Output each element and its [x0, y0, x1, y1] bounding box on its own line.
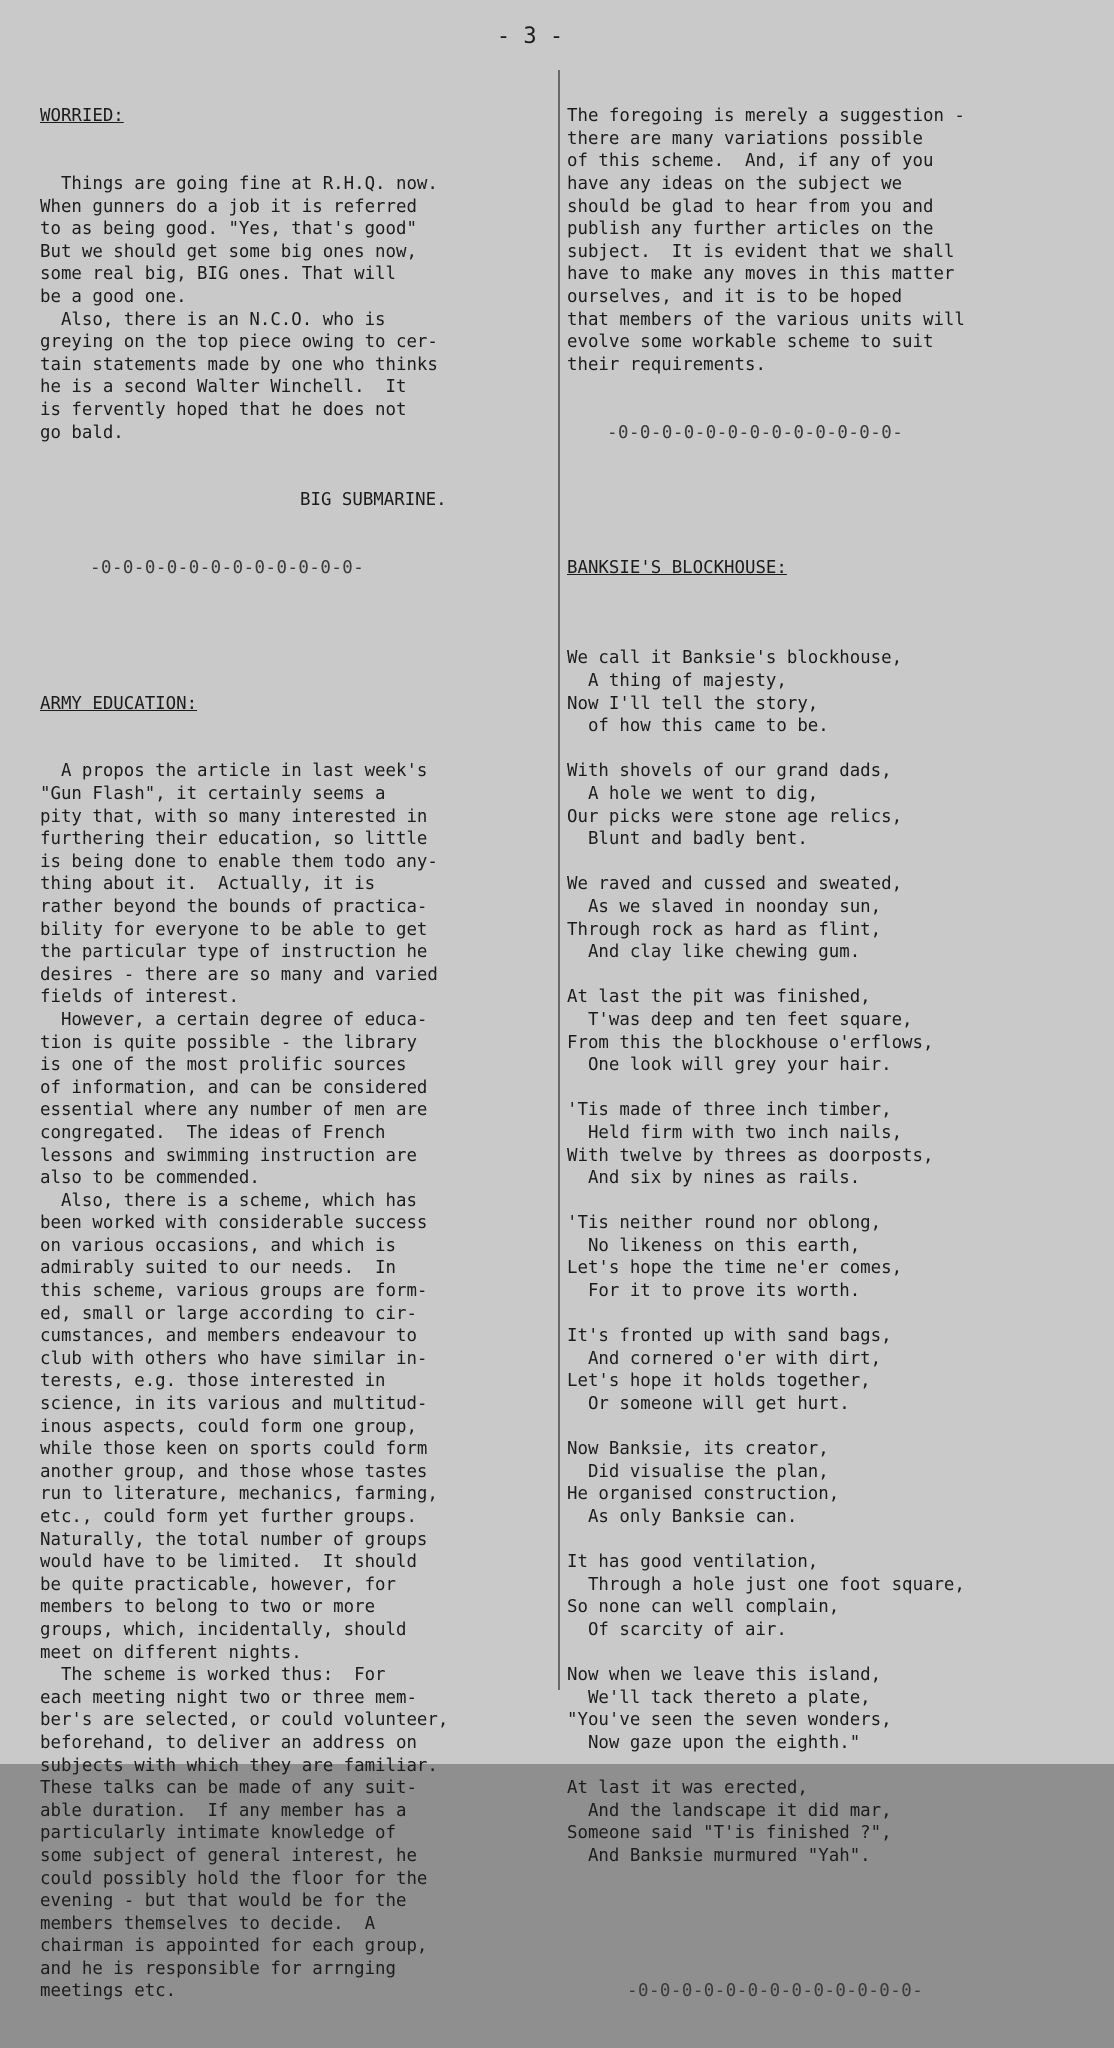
poem-line: "You've seen the seven wonders, — [567, 1710, 892, 1731]
poem-stanza — [567, 1212, 1087, 1302]
army-education-line: terests, e.g. those interested in — [40, 1371, 386, 1392]
army-education-line: subjects with which they are familiar. — [40, 1755, 438, 1776]
poem-line: Let's hope the time ne'er comes, — [567, 1258, 903, 1279]
poem-line: One look will grey your hair. — [567, 1055, 892, 1076]
continued-line: should be glad to hear from you and — [567, 196, 934, 217]
worried-line: When gunners do a job it is referred — [40, 196, 417, 217]
poem-line: And Banksie murmured "Yah". — [567, 1845, 871, 1866]
poem-line: Through rock as hard as flint, — [567, 919, 882, 940]
army-education-line: be quite practicable, however, for — [40, 1574, 396, 1595]
army-education-line: lessons and swimming instruction are — [40, 1145, 417, 1166]
army-education-heading: ARMY EDUCATION: — [40, 693, 198, 714]
poem-stanza — [567, 647, 1087, 737]
worried-line: go bald. — [40, 422, 124, 443]
poem-stanza — [567, 1438, 1087, 1528]
worried-line: he is a second Walter Winchell. It — [40, 377, 407, 398]
poem-heading: BANKSIE'S BLOCKHOUSE: — [567, 558, 787, 579]
army-education-line: admirably suited to our needs. In — [40, 1258, 396, 1279]
army-education-line: of information, and can be considered — [40, 1077, 428, 1098]
continued-line: subject. It is evident that we shall — [567, 241, 955, 262]
poem-line: At last it was erected, — [567, 1778, 808, 1799]
worried-line: But we should get some big ones now, — [40, 241, 417, 262]
continued-line: there are many variations possible — [567, 128, 923, 149]
poem-line: 'Tis neither round nor oblong, — [567, 1213, 882, 1234]
continued-line: their requirements. — [567, 354, 766, 375]
army-education-line: cumstances, and members endeavour to — [40, 1326, 417, 1347]
army-education-line: tion is quite possible - the library — [40, 1032, 417, 1053]
poem-line: T'was deep and ten feet square, — [567, 1009, 913, 1030]
poem-line: of how this came to be. — [567, 716, 829, 737]
poem-line: Now I'll tell the story, — [567, 693, 819, 714]
army-education-line: furthering their education, so little — [40, 829, 428, 850]
worried-line: to as being good. "Yes, that's good" — [40, 219, 417, 240]
army-education-line: beforehand, to deliver an address on — [40, 1732, 417, 1753]
army-education-line: and he is responsible for arrnging — [40, 1958, 396, 1979]
worried-separator: -0-0-0-0-0-0-0-0-0-0-0-0- — [90, 558, 365, 579]
poem-line: It's fronted up with sand bags, — [567, 1326, 892, 1347]
poem-line: For it to prove its worth. — [567, 1281, 861, 1302]
worried-line: some real big, BIG ones. That will — [40, 264, 396, 285]
army-education-article — [40, 760, 560, 2003]
army-education-line: on various occasions, and which is — [40, 1235, 396, 1256]
worried-heading: WORRIED: — [40, 106, 124, 127]
poem-line: Now gaze upon the eighth." — [567, 1732, 861, 1753]
poem-line: From this the blockhouse o'erflows, — [567, 1032, 934, 1053]
worried-line: greying on the top piece owing to cer- — [40, 332, 438, 353]
army-education-line: meet on different nights. — [40, 1642, 302, 1663]
poem-line: Through a hole just one foot square, — [567, 1574, 965, 1595]
poem-stanza — [567, 1664, 1087, 1754]
poem-line: 'Tis made of three inch timber, — [567, 1100, 892, 1121]
army-education-line: chairman is appointed for each group, — [40, 1936, 428, 1957]
poem-line: And six by nines as rails. — [567, 1168, 861, 1189]
poem-line: He organised construction, — [567, 1484, 840, 1505]
continued-line: ourselves, and it is to be hoped — [567, 286, 903, 307]
right-separator-bottom: -0-0-0-0-0-0-0-0-0-0-0-0-0- — [627, 1981, 924, 2002]
army-education-line: another group, and those whose tastes — [40, 1461, 428, 1482]
worried-article — [40, 173, 560, 444]
poem-line: It has good ventilation, — [567, 1552, 819, 1573]
army-education-line: is one of the most prolific sources — [40, 1055, 407, 1076]
poem-line: A hole we went to dig, — [567, 784, 819, 804]
poem-stanza — [567, 1777, 1087, 1867]
poem-stanza — [567, 1099, 1087, 1189]
poem-line: Someone said "T'is finished ?", — [567, 1823, 892, 1844]
poem-line: Blunt and badly bent. — [567, 829, 808, 850]
army-education-line: the particular type of instruction he — [40, 942, 428, 963]
continued-line: evolve some workable scheme to suit — [567, 332, 934, 353]
army-education-line: thing about it. Actually, it is — [40, 874, 376, 895]
worried-line: tain statements made by one who thinks — [40, 354, 438, 375]
poem-line: Our picks were stone age relics, — [567, 806, 903, 827]
continued-line: that members of the various units will — [567, 309, 965, 330]
army-education-line: Also, there is a scheme, which has — [40, 1190, 417, 1211]
poem-line: Or someone will get hurt. — [567, 1394, 850, 1415]
poem-line: Now when we leave this island, — [567, 1665, 882, 1686]
army-education-line: members themselves to decide. A — [40, 1913, 376, 1934]
column-divider — [558, 70, 560, 1690]
poem-stanza — [567, 760, 1087, 850]
continued-line: The foregoing is merely a suggestion - — [567, 106, 965, 127]
worried-line: Things are going fine at R.H.Q. now. — [40, 173, 438, 194]
army-education-line: run to literature, mechanics, farming, — [40, 1484, 438, 1505]
worried-line: be a good one. — [40, 286, 187, 307]
poem-line: With shovels of our grand dads, — [567, 761, 892, 782]
worried-line: is fervently hoped that he does not — [40, 399, 407, 420]
continued-line: have any ideas on the subject we — [567, 173, 903, 194]
army-education-line: The scheme is worked thus: For — [40, 1665, 386, 1686]
poem-line: Of scarcity of air. — [567, 1619, 787, 1640]
worried-line: Also, there is an N.C.O. who is — [40, 309, 386, 330]
army-education-line: meetings etc. — [40, 1981, 177, 2002]
army-education-line: fields of interest. — [40, 987, 239, 1008]
army-education-line: "Gun Flash", it certainly seems a — [40, 784, 386, 804]
poem-line: We'll tack thereto a plate, — [567, 1687, 871, 1708]
army-education-line: These talks can be made of any suit- — [40, 1778, 417, 1799]
army-education-line: each meeting night two or three mem- — [40, 1687, 417, 1708]
worried-signature: BIG SUBMARINE. — [300, 490, 447, 511]
page-number: - 3 - — [496, 24, 564, 49]
army-education-line: essential where any number of men are — [40, 1100, 428, 1121]
poem-line: As only Banksie can. — [567, 1507, 798, 1527]
army-education-line: would have to be limited. It should — [40, 1552, 417, 1573]
army-education-line: ber's are selected, or could volunteer, — [40, 1710, 449, 1731]
right-column — [567, 60, 1087, 2048]
left-column — [40, 60, 560, 2048]
army-education-line: inous aspects, could form one group, — [40, 1416, 417, 1437]
army-education-line: could possibly hold the floor for the — [40, 1868, 428, 1889]
poem-line: And clay like chewing gum. — [567, 942, 861, 963]
army-education-line: is being done to enable them todo any- — [40, 851, 438, 872]
army-education-line: groups, which, incidentally, should — [40, 1619, 407, 1640]
poem-banksies-blockhouse — [567, 625, 1087, 1868]
army-education-line: been worked with considerable success — [40, 1213, 428, 1234]
poem-line: Held firm with two inch nails, — [567, 1122, 903, 1143]
poem-line: We raved and cussed and sweated, — [567, 874, 903, 895]
continued-line: have to make any moves in this matter — [567, 264, 955, 285]
army-education-line: science, in its various and multitud- — [40, 1394, 428, 1415]
poem-line: So none can well complain, — [567, 1597, 840, 1618]
army-education-line: able duration. If any member has a — [40, 1800, 407, 1821]
army-education-line: However, a certain degree of educa- — [40, 1009, 428, 1030]
army-education-line: ed, small or large according to cir- — [40, 1303, 417, 1324]
poem-line: With twelve by threes as doorposts, — [567, 1145, 934, 1166]
army-education-line: this scheme, various groups are form- — [40, 1281, 428, 1302]
army-education-line: desires - there are so many and varied — [40, 964, 438, 985]
poem-line: And cornered o'er with dirt, — [567, 1348, 882, 1369]
army-education-line: some subject of general interest, he — [40, 1845, 417, 1866]
continued-line: of this scheme. And, if any of you — [567, 151, 934, 172]
continued-line: publish any further articles on the — [567, 219, 934, 240]
army-education-line: club with others who have similar in- — [40, 1348, 428, 1369]
army-education-line: congregated. The ideas of French — [40, 1122, 386, 1143]
army-education-line: while those keen on sports could form — [40, 1439, 428, 1460]
army-education-line: rather beyond the bounds of practica- — [40, 896, 428, 917]
poem-line: As we slaved in noonday sun, — [567, 896, 882, 917]
army-education-line: particularly intimate knowledge of — [40, 1823, 396, 1844]
poem-line: We call it Banksie's blockhouse, — [567, 648, 903, 669]
continued-article — [567, 105, 1087, 376]
poem-stanza — [567, 873, 1087, 963]
army-education-line: etc., could form yet further groups. — [40, 1507, 417, 1527]
poem-line: Did visualise the plan, — [567, 1461, 829, 1482]
poem-stanza — [567, 986, 1087, 1076]
army-education-line: bility for everyone to be able to get — [40, 919, 428, 940]
army-education-line: pity that, with so many interested in — [40, 806, 428, 827]
poem-line: A thing of majesty, — [567, 671, 787, 692]
army-education-line: evening - but that would be for the — [40, 1891, 407, 1912]
army-education-line: also to be commended. — [40, 1168, 260, 1189]
poem-stanza — [567, 1551, 1087, 1641]
army-education-line: A propos the article in last week's — [40, 761, 428, 782]
poem-stanza — [567, 1325, 1087, 1415]
poem-line: At last the pit was finished, — [567, 987, 871, 1008]
right-separator-top: -0-0-0-0-0-0-0-0-0-0-0-0-0- — [607, 422, 904, 443]
poem-line: And the landscape it did mar, — [567, 1800, 892, 1821]
poem-line: No likeness on this earth, — [567, 1235, 861, 1256]
army-education-line: Naturally, the total number of groups — [40, 1529, 428, 1550]
army-education-line: members to belong to two or more — [40, 1597, 376, 1618]
poem-line: Let's hope it holds together, — [567, 1371, 871, 1392]
poem-line: Now Banksie, its creator, — [567, 1439, 829, 1460]
